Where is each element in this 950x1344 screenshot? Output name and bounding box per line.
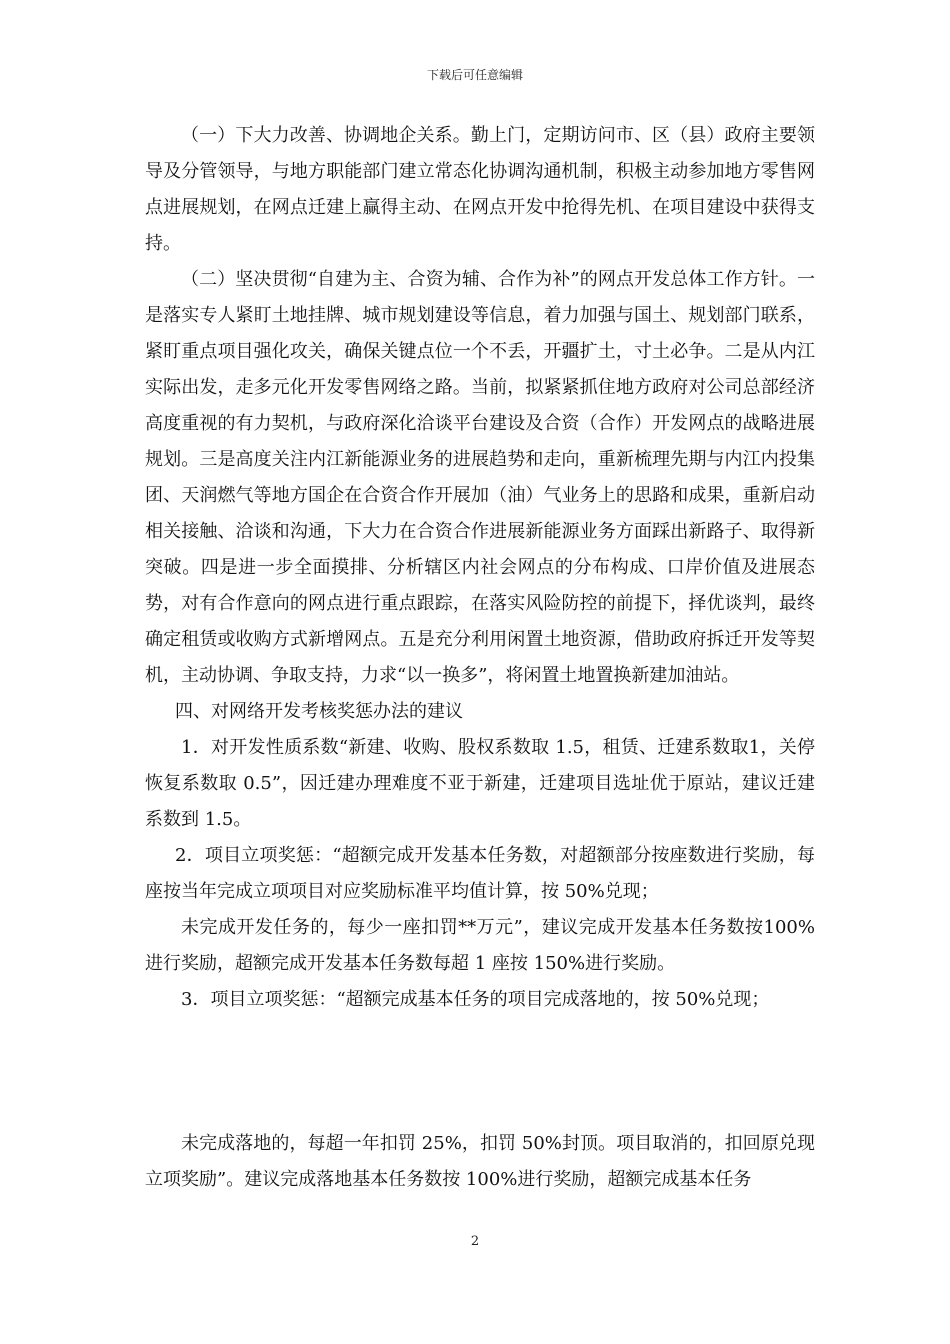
paragraph-1: （一）下大力改善、协调地企关系。勤上门，定期访问市、区（县）政府主要领导及分管领导，与地方职能部门建立常态化协调沟通机制，积极主动参加地方零售网点进展规划，在网点迁建上赢得主动、在网点开发中抢得先机、在项目建设中获得支持。 <box>145 125 815 254</box>
paragraph-item-2-cont: 未完成开发任务的，每少一座扣罚**万元”，建议完成开发基本任务数按100%进行奖励，超额完成开发基本任务数每超 1 座按 150%进行奖励。 <box>145 917 815 974</box>
document-body-continued <box>145 1126 815 1198</box>
paragraph-item-3-cont: 未完成落地的，每超一年扣罚 25%，扣罚 50%封顶。项目取消的，扣回原兑现立项奖励”。建议完成落地基本任务数按 100%进行奖励，超额完成基本任务 <box>145 1133 815 1190</box>
document-body <box>145 118 815 1018</box>
section-heading-4: 四、对网络开发考核奖惩办法的建议 <box>175 701 463 722</box>
page-header: 下载后可任意编辑 <box>426 68 523 82</box>
paragraph-item-2: 2．项目立项奖惩：“超额完成开发基本任务数，对超额部分按座数进行奖励，每座按当年完成立项项目对应奖励标准平均值计算，按 50%兑现； <box>145 845 815 902</box>
paragraph-item-1: 1．对开发性质系数“新建、收购、股权系数取 1.5，租赁、迁建系数取1，关停恢复系数取 0.5”，因迁建办理难度不亚于新建，迁建项目选址优于原站，建议迁建系数到 1.5。 <box>145 737 815 830</box>
page-number: 2 <box>470 1234 480 1249</box>
paragraph-item-3: 3．项目立项奖惩：“超额完成基本任务的项目完成落地的，按 50%兑现； <box>181 989 770 1010</box>
paragraph-2: （二）坚决贯彻“自建为主、合资为辅、合作为补”的网点开发总体工作方针。一是落实专人紧盯土地挂牌、城市规划建设等信息，着力加强与国土、规划部门联系，紧盯重点项目强化攻关，确保关键点位一个不丢，开疆扩土，寸土必争。二是从内江实际出发，走多元化开发零售网络之路。当前，拟紧紧抓住地方政府对公司总部经济高度重视的有力契机，与政府深化洽谈平台建设及合资（合作）开发网点的战略进展规划。三是高度关注内江新能源业务的进展趋势和走向，重新梳理先期与内江内投集团、天润燃气等地方国企在合资合作开展加（油）气业务上的思路和成果，重新启动相关接触、洽谈和沟通，下大力在合资合作进展新能源业务方面踩出新路子、取得新突破。四是进一步全面摸排、分析辖区内社会网点的分布构成、口岸价值及进展态势，对有合作意向的网点进行重点跟踪，在落实风险防控的前提下，择优谈判，最终确定租赁或收购方式新增网点。五是充分利用闲置土地资源，借助政府拆迁开发等契机，主动协调、争取支持，力求“以一换多”，将闲置土地置换新建加油站。 <box>145 269 815 686</box>
